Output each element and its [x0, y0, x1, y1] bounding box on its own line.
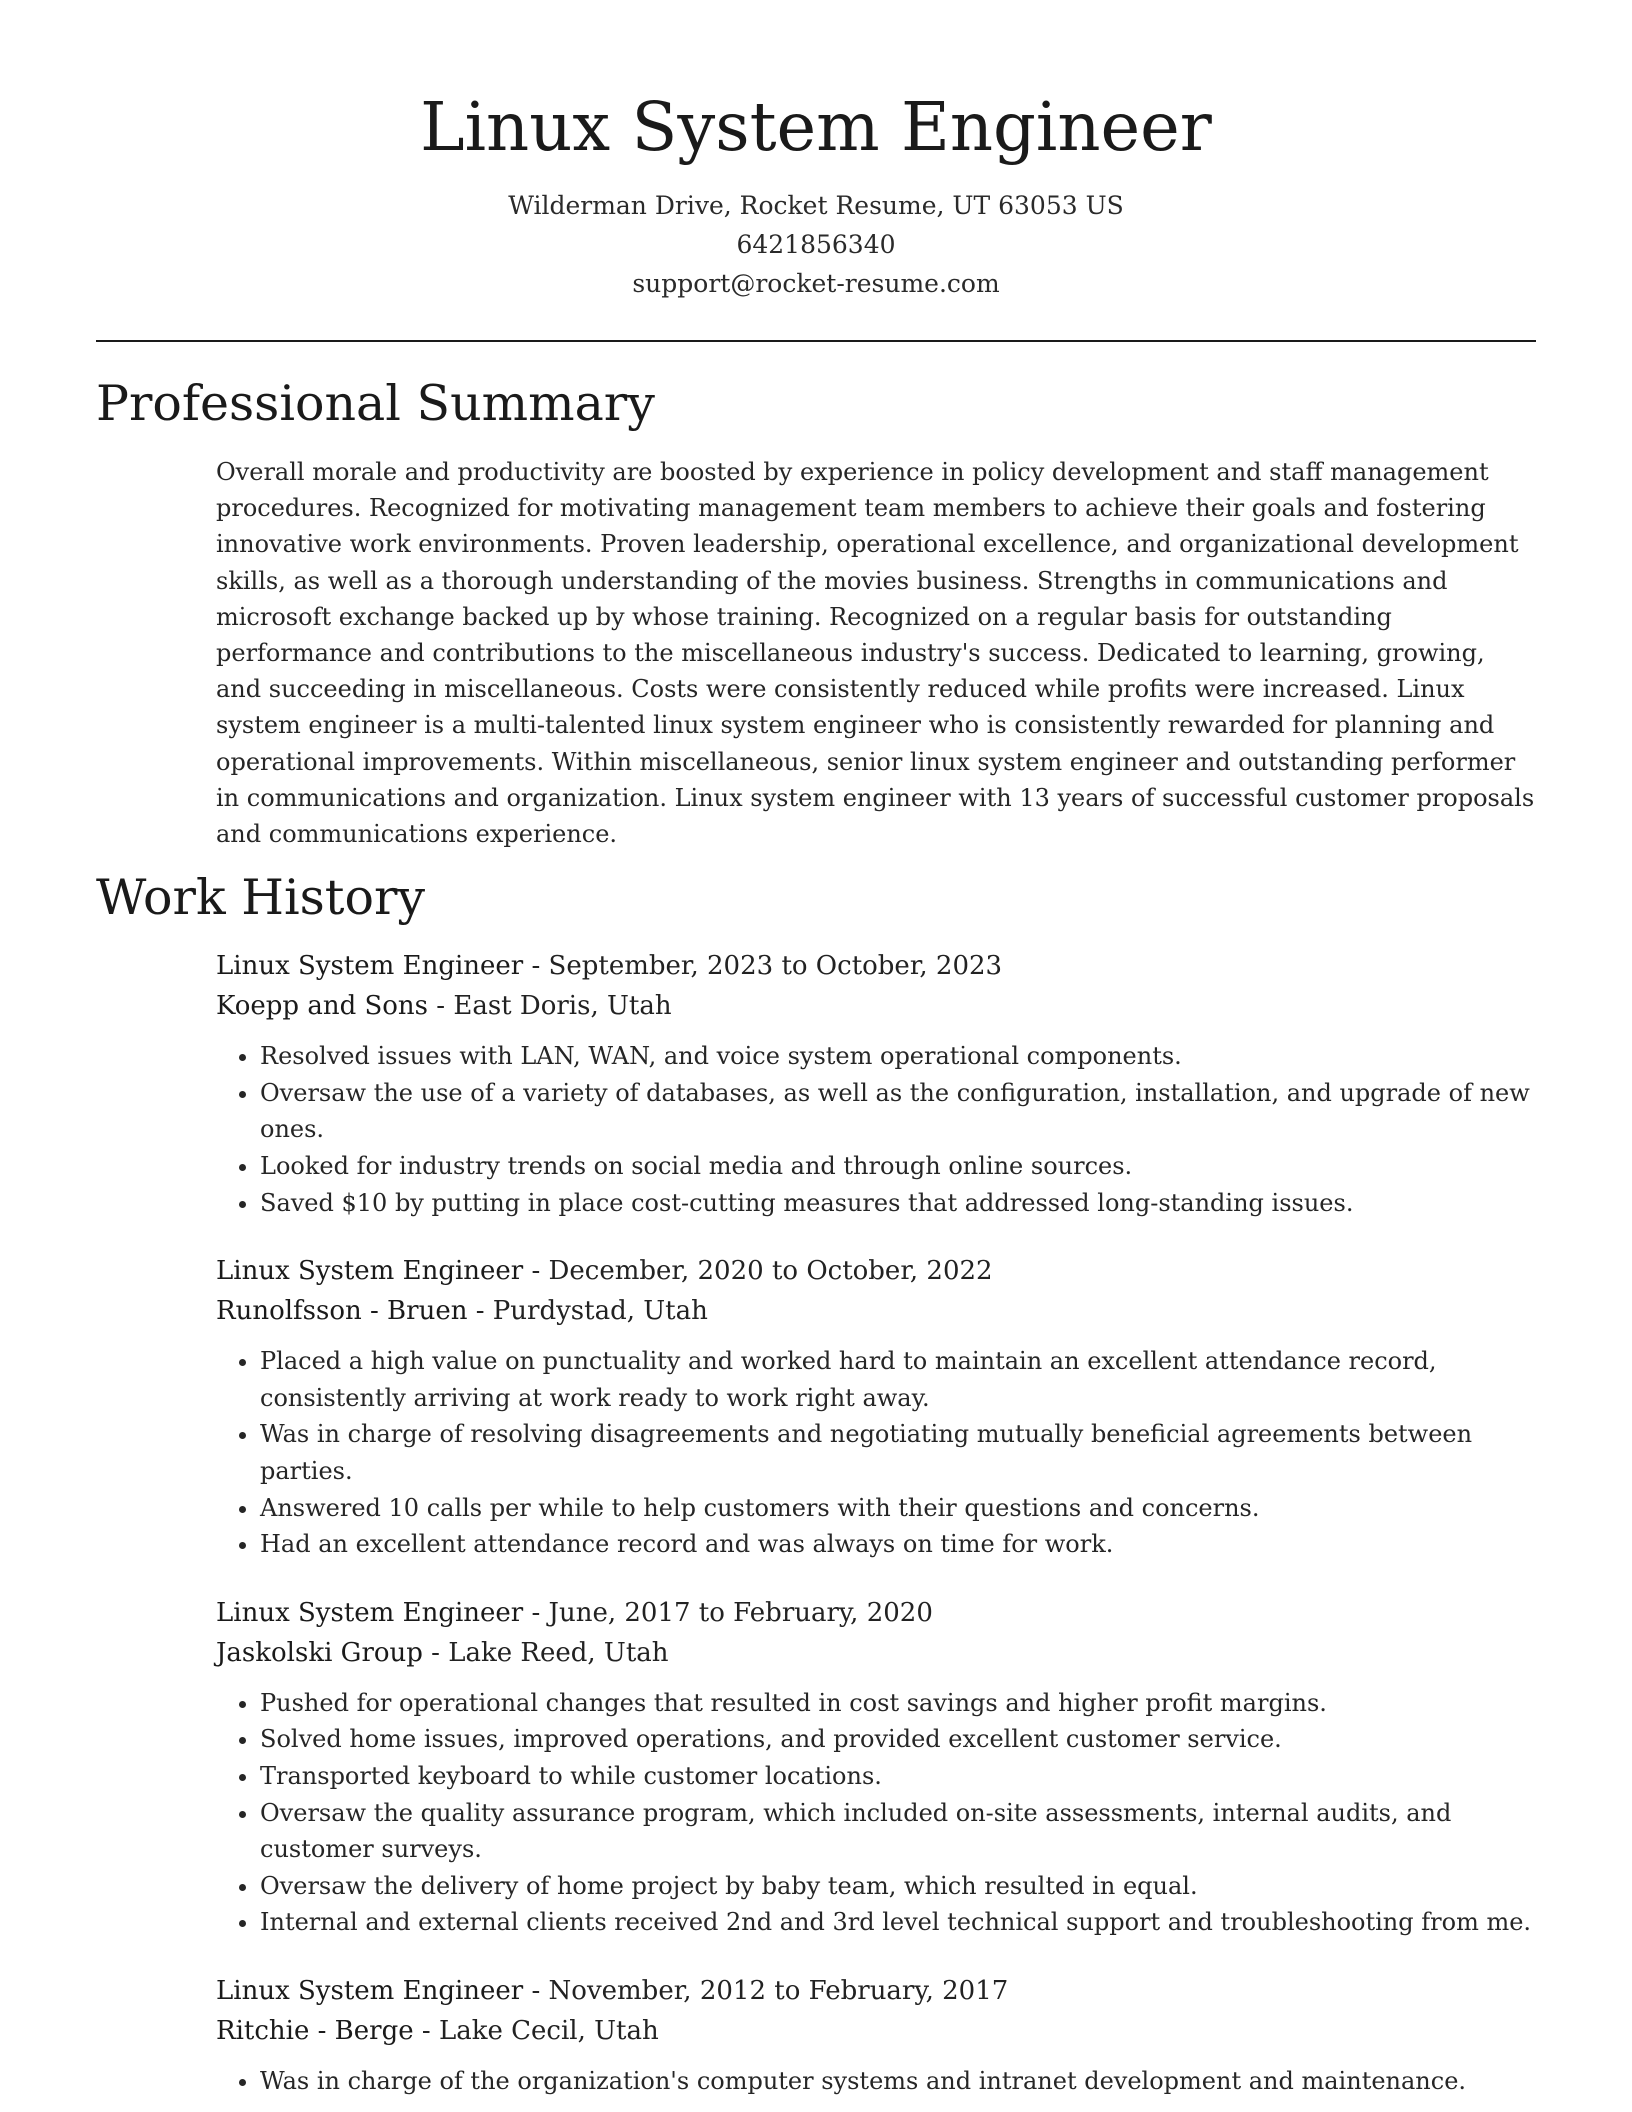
job-bullet: • Answered 10 calls per while to help customers with their questions and concerns. — [260, 1490, 1536, 1527]
job-title-line — [216, 946, 1536, 986]
job-bullet: • Placed a high value on punctuality and worked hard to maintain an excellent attendance record, consistently arriving at work ready to work right away. — [260, 1343, 1536, 1416]
job-company: Ritchie - Berge — [216, 2015, 414, 2046]
contact-email: support@rocket-resume.com — [632, 269, 1000, 298]
contact-address: Wilderman Drive, Rocket Resume, UT 63053 US — [508, 191, 1124, 220]
job-location: - Lake Reed, Utah — [422, 1637, 669, 1668]
resume-header — [96, 0, 1536, 303]
summary-text: Overall morale and productivity are boosted by experience in policy development and staff management procedures. Recognized for motivating management team members to achieve their goals and fostering innovative work environments. Proven leadership, operational excellence, and organizational development skills, as well as a thorough understanding of the movies business. Strengths in communications and microsoft exchange backed up by whose training. Recognized on a regular basis for outstanding performance and contributions to the miscellaneous industry's success. Dedicated to learning, growing, and succeeding in miscellaneous. Costs were consistently reduced while profits were increased. Linux system engineer is a multi-talented linux system engineer who is consistently rewarded for planning and operational improvements. Within miscellaneous, senior linux system engineer and outstanding performer in communications and organization. Linux system engineer with 13 years of successful customer proposals and communications experience. — [216, 458, 1535, 849]
job-dates: - September, 2023 to October, 2023 — [523, 951, 1003, 982]
summary-heading: Professional Summary — [96, 375, 655, 432]
job-bullet: • Oversaw the quality assurance program, which included on-site assessments, internal audits, and customer surveys. — [260, 1795, 1536, 1868]
job-location: - Lake Cecil, Utah — [413, 2015, 659, 2046]
job-bullet: • Saved $10 by putting in place cost-cutting measures that addressed long-standing issues. — [260, 1185, 1536, 1222]
job-dates: - June, 2017 to February, 2020 — [523, 1597, 933, 1628]
header-divider — [96, 340, 1536, 342]
resume-page — [96, 0, 1536, 2100]
job-bullet: • Internal and external clients received 2nd and 3rd level technical support and troubleshooting from me. — [260, 1904, 1536, 1941]
job-company: Jaskolski Group — [216, 1637, 423, 1668]
job-role: Linux System Engineer — [216, 1597, 524, 1628]
job-bullets — [216, 2063, 1536, 2100]
job-bullet: • Was in charge of resolving disagreements and negotiating mutually beneficial agreements between parties. — [260, 1416, 1536, 1489]
job-role: Linux System Engineer — [216, 1975, 524, 2006]
job-company: Runolfsson - Bruen — [216, 1296, 468, 1327]
job-role: Linux System Engineer — [216, 1256, 524, 1287]
job-bullets — [216, 1038, 1536, 1221]
resume-name: Linux System Engineer — [420, 88, 1212, 166]
job-bullet: • Pushed for operational changes that resulted in cost savings and higher profit margins. — [260, 1685, 1536, 1722]
job-role: Linux System Engineer — [216, 951, 524, 982]
job-dates: - November, 2012 to February, 2017 — [523, 1975, 1009, 2006]
job-dates: - December, 2020 to October, 2022 — [523, 1256, 993, 1287]
job-company-line — [216, 1633, 1536, 1673]
job-bullet: • Looked for industry trends on social media and through online sources. — [260, 1148, 1536, 1185]
job-title-line — [216, 1251, 1536, 1291]
job-company: Koepp and Sons — [216, 991, 429, 1022]
contact-info — [96, 186, 1536, 303]
job-title-line — [216, 1593, 1536, 1633]
job-title-line — [216, 1971, 1536, 2011]
job-bullet: • Oversaw the use of a variety of databases, as well as the configuration, installation, and upgrade of new ones. — [260, 1075, 1536, 1148]
job-entry — [216, 1251, 1536, 1563]
job-entry — [216, 1593, 1536, 1941]
job-bullet: • Resolved issues with LAN, WAN, and voice system operational components. — [260, 1038, 1536, 1075]
job-bullets — [216, 1343, 1536, 1563]
work-history-heading: Work History — [96, 869, 426, 927]
job-bullet: • Oversaw the delivery of home project by baby team, which resulted in equal. — [260, 1868, 1536, 1905]
job-bullets — [216, 1685, 1536, 1941]
job-company-line — [216, 986, 1536, 1026]
job-location: - East Doris, Utah — [428, 991, 672, 1022]
job-bullet: • Was in charge of the organization's computer systems and intranet development and maintenance. — [260, 2063, 1536, 2100]
job-bullet: • Had an excellent attendance record and was always on time for work. — [260, 1526, 1536, 1563]
job-company-line — [216, 2011, 1536, 2051]
contact-phone: 6421856340 — [736, 230, 896, 259]
job-bullet: • Solved home issues, improved operations, and provided excellent customer service. — [260, 1721, 1536, 1758]
job-entry — [216, 1971, 1536, 2100]
job-location: - Purdystad, Utah — [467, 1296, 708, 1327]
job-entry — [216, 946, 1536, 1221]
job-bullet: • Transported keyboard to while customer locations. — [260, 1758, 1536, 1795]
job-company-line — [216, 1291, 1536, 1331]
